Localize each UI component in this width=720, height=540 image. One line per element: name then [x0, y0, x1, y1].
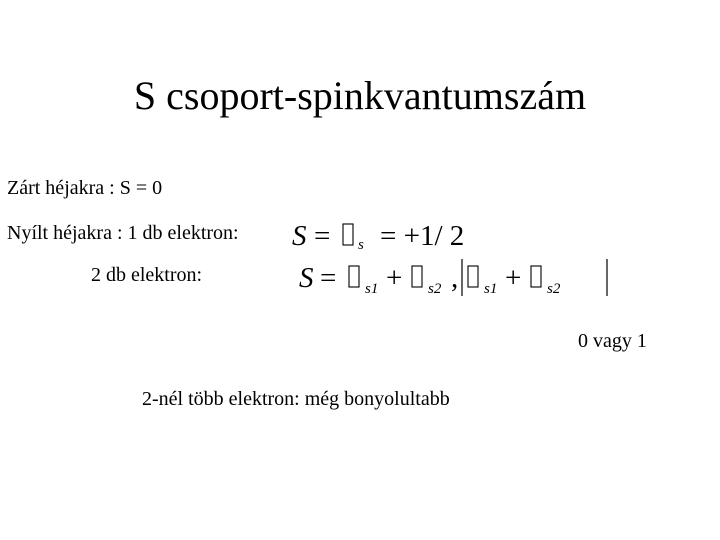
missing-glyph-icon — [412, 266, 422, 287]
result-values: 0 vagy 1 — [578, 330, 647, 352]
formula-two-plus-b: + — [505, 262, 522, 294]
formula-two-comma: , — [451, 262, 459, 294]
formula-one-lhs: S — [292, 220, 307, 252]
slide-title: S csoport-spinkvantumszám — [133, 73, 587, 118]
missing-glyph-icon — [468, 266, 478, 287]
formula-one-rhs: = +1/ 2 — [380, 220, 465, 252]
formula-two-sub-s1-b: s1 — [484, 281, 498, 297]
many-electrons-line: 2-nél több elektron: még bonyolultabb — [142, 388, 450, 410]
two-electrons-line: 2 db elektron: — [91, 264, 203, 286]
formula-two-eq: = — [320, 262, 337, 294]
formula-one-electron — [290, 214, 490, 254]
missing-glyph-icon — [349, 266, 359, 287]
missing-glyph-icon — [343, 224, 353, 245]
open-shell-line: Nyílt héjakra : 1 db elektron: — [7, 222, 239, 244]
formula-two-lhs: S — [299, 262, 314, 294]
formula-two-sub-s2-b: s2 — [547, 281, 561, 297]
formula-two-sub-s2-a: s2 — [428, 281, 442, 297]
formula-two-plus-a: + — [386, 262, 403, 294]
missing-glyph-icon — [531, 266, 541, 287]
formula-one-eq: = — [314, 220, 331, 252]
formula-two-sub-s1-a: s1 — [365, 281, 379, 297]
closed-shell-line: Zárt héjakra : S = 0 — [7, 177, 163, 199]
formula-two-electrons — [297, 256, 627, 302]
formula-one-sub-s: s — [358, 237, 364, 253]
